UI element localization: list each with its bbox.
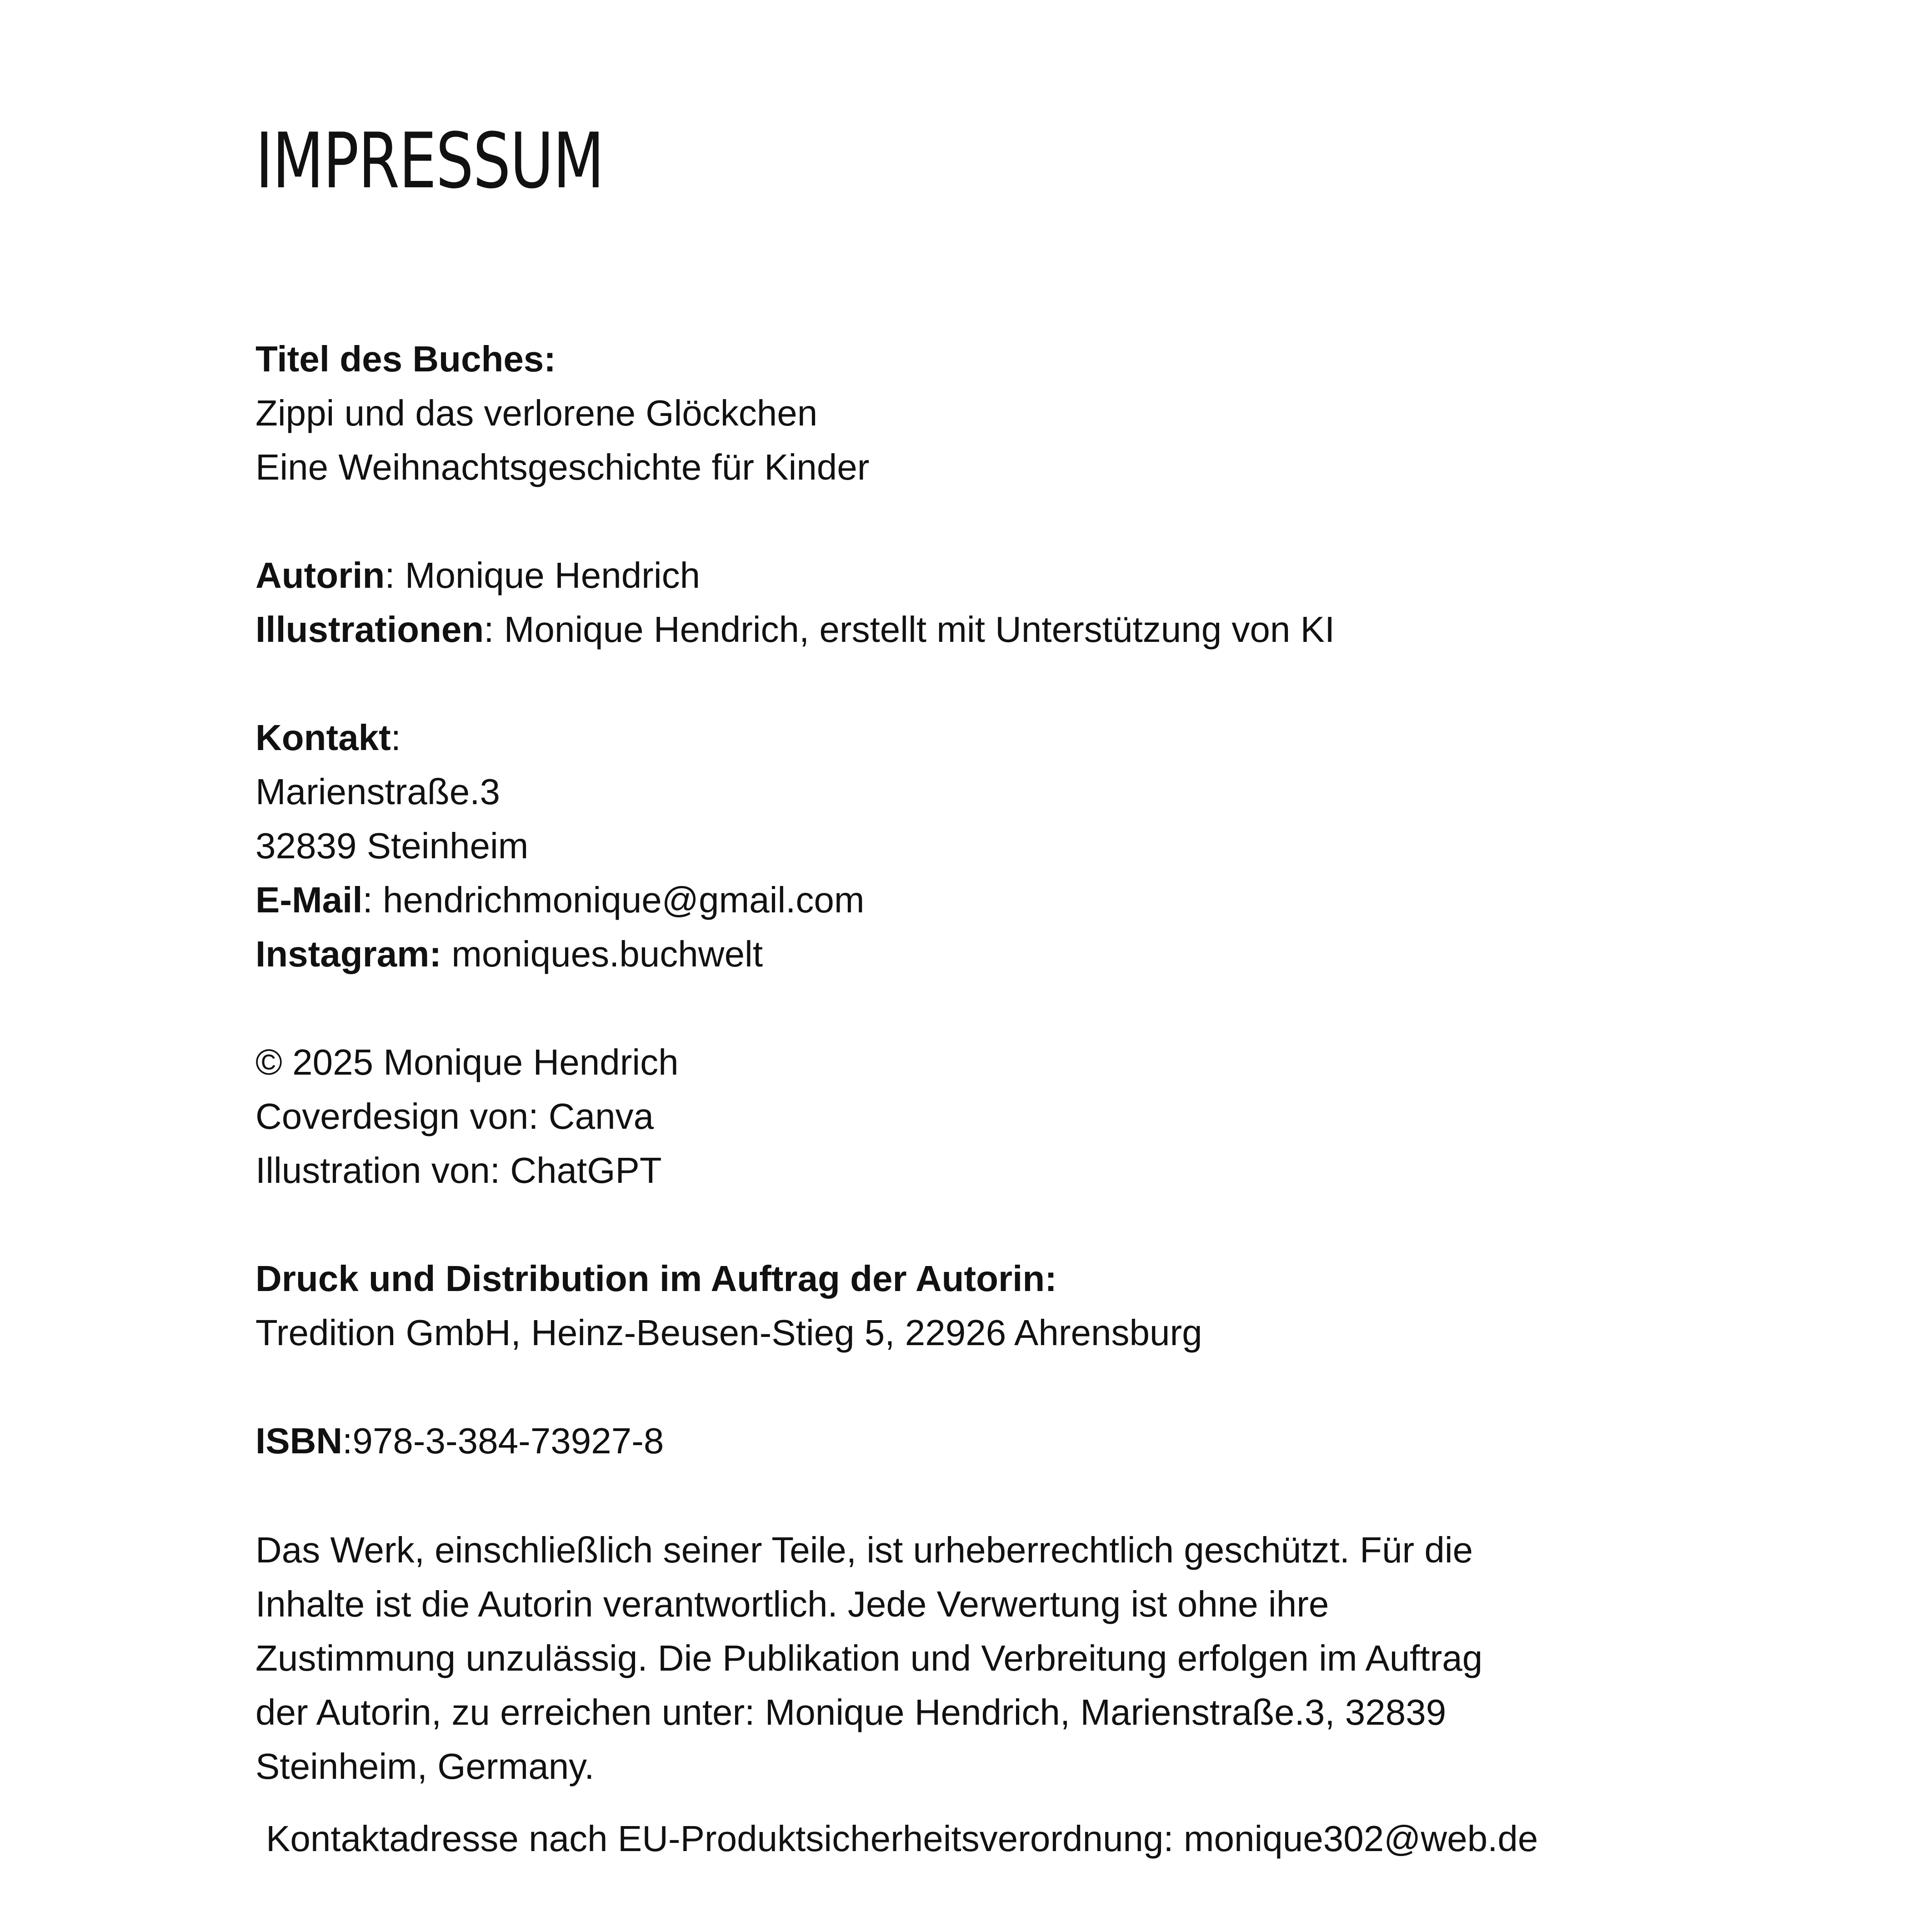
book-title-line-2: Eine Weihnachtsgeschichte für Kinder — [255, 447, 870, 487]
spacer — [255, 1360, 1619, 1414]
illustrations-value: : Monique Hendrich, erstellt mit Unterstützung von KI — [484, 609, 1335, 650]
email-address: : hendrichmonique@gmail.com — [362, 880, 865, 920]
contact-heading-row — [255, 711, 1619, 765]
email-label: E-Mail — [255, 880, 363, 920]
illustrations-label: Illustrationen — [255, 609, 484, 650]
author-row — [255, 548, 1619, 602]
legal-notice-line-3: Zustimmung unzulässig. Die Publikation und Verbreitung erfolgen im Auftrag — [255, 1638, 1483, 1678]
instagram-label: Instagram: — [255, 934, 441, 974]
author-label: Autorin — [255, 555, 385, 596]
contact-street: Marienstraße.3 — [255, 771, 500, 812]
cover-design-line: Coverdesign von: Canva — [255, 1096, 654, 1136]
contact-label: Kontakt — [255, 717, 391, 758]
copyright-line: © 2025 Monique Hendrich — [255, 1042, 679, 1082]
instagram-handle: moniques.buchwelt — [441, 934, 763, 974]
isbn-label: ISBN — [255, 1421, 343, 1461]
legal-notice-line-1: Das Werk, einschließlich seiner Teile, ist urheberrechtlich geschützt. Für die — [255, 1530, 1473, 1570]
spacer — [255, 494, 1619, 548]
isbn-row — [255, 1414, 1619, 1468]
legal-notice-line-4: der Autorin, zu erreichen unter: Monique Hendrich, Marienstraße.3, 32839 — [255, 1692, 1446, 1732]
legal-notice — [255, 1523, 1619, 1793]
author-value: : Monique Hendrich — [385, 555, 701, 596]
impressum-details — [255, 332, 1619, 1468]
legal-notice-line-2: Inhalte ist die Autorin verantwortlich. Jede Verwertung ist ohne ihre — [255, 1584, 1329, 1624]
spacer — [255, 981, 1619, 1035]
spacer — [255, 1197, 1619, 1251]
contact-city: 32839 Steinheim — [255, 826, 529, 866]
contact-label-suffix: : — [390, 717, 401, 758]
illustration-source-line: Illustration von: ChatGPT — [255, 1150, 662, 1191]
spacer — [255, 656, 1619, 711]
book-title-line-1: Zippi und das verlorene Glöckchen — [255, 393, 818, 433]
page-title: IMPRESSUM — [255, 116, 604, 205]
email-row — [255, 873, 1619, 927]
legal-notice-line-5: Steinheim, Germany. — [255, 1746, 595, 1787]
illustrations-row — [255, 602, 1619, 656]
book-title-label: Titel des Buches: — [255, 339, 556, 379]
instagram-row — [255, 927, 1619, 981]
distribution-address: Tredition GmbH, Heinz-Beusen-Stieg 5, 22926 Ahrensburg — [255, 1312, 1202, 1353]
eu-contact-footer: Kontaktadresse nach EU-Produktsicherheitsverordnung: monique302@web.de — [266, 1818, 1538, 1859]
isbn-value: :978-3-384-73927-8 — [342, 1421, 664, 1461]
distribution-label: Druck und Distribution im Auftrag der Autorin: — [255, 1258, 1057, 1299]
